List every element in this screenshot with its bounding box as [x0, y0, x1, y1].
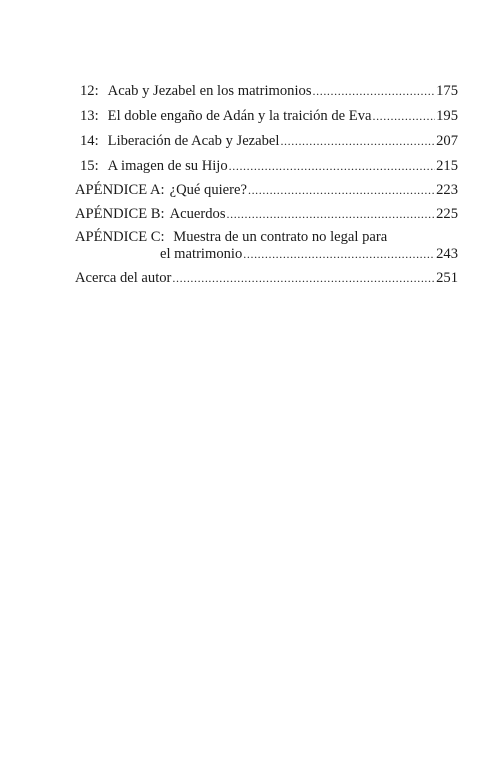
toc-entry-chapter-15: 15 : A imagen de su Hijo ..... 215 — [80, 157, 458, 175]
page-number: 215 — [436, 158, 458, 174]
dot-leader — [280, 132, 435, 150]
appendix-title: Acuerdos — [169, 206, 226, 222]
chapter-number: 14 — [80, 133, 95, 149]
toc-entry-chapter-12: 12 : Acab y Jezabel en los matrimonios ..... 175 — [80, 82, 458, 100]
appendix-title: ¿Qué quiere? — [169, 182, 247, 198]
toc-entry-appendix-c-line1 — [75, 228, 387, 246]
chapter-number: 15 — [80, 158, 95, 174]
page-number: 243 — [436, 246, 458, 262]
page-number: 175 — [436, 83, 458, 99]
toc-entry-about-author — [75, 269, 458, 287]
page-number: 195 — [436, 108, 458, 124]
dot-leader — [243, 245, 435, 263]
dot-leader — [229, 157, 435, 175]
chapter-number: 12 — [80, 83, 95, 99]
page-number: 225 — [436, 206, 458, 222]
about-author-title: Acerca del autor — [75, 270, 172, 286]
appendix-label: APÉNDICE B: — [75, 206, 165, 222]
toc-entry-appendix-a — [75, 181, 458, 199]
chapter-number: 13 — [80, 108, 95, 124]
dot-leader — [313, 82, 436, 100]
appendix-label: APÉNDICE A: — [75, 182, 165, 198]
page-number: 223 — [436, 182, 458, 198]
dot-leader — [372, 107, 435, 125]
dot-leader — [248, 181, 435, 199]
chapter-title: El doble engaño de Adán y la traición de Eva — [107, 108, 372, 124]
toc-entry-chapter-13: 13 : El doble engaño de Adán y la traición de Eva ..... 195 — [80, 107, 458, 125]
chapter-title: Liberación de Acab y Jezabel — [107, 133, 280, 149]
dot-leader — [227, 205, 436, 223]
dot-leader — [172, 269, 435, 287]
toc-entry-appendix-c-line2 — [160, 245, 458, 263]
chapter-title: Acab y Jezabel en los matrimonios — [107, 83, 312, 99]
toc-entry-appendix-b — [75, 205, 458, 223]
page-number: 251 — [436, 270, 458, 286]
appendix-label: APÉNDICE C: — [75, 229, 165, 245]
appendix-title-line2: el matrimonio — [160, 246, 243, 262]
appendix-title-line1: Muestra de un contrato no legal para — [173, 229, 388, 245]
page-number: 207 — [436, 133, 458, 149]
chapter-title: A imagen de su Hijo — [107, 158, 228, 174]
toc-entry-chapter-14: 14 : Liberación de Acab y Jezabel ..... 207 — [80, 132, 458, 150]
